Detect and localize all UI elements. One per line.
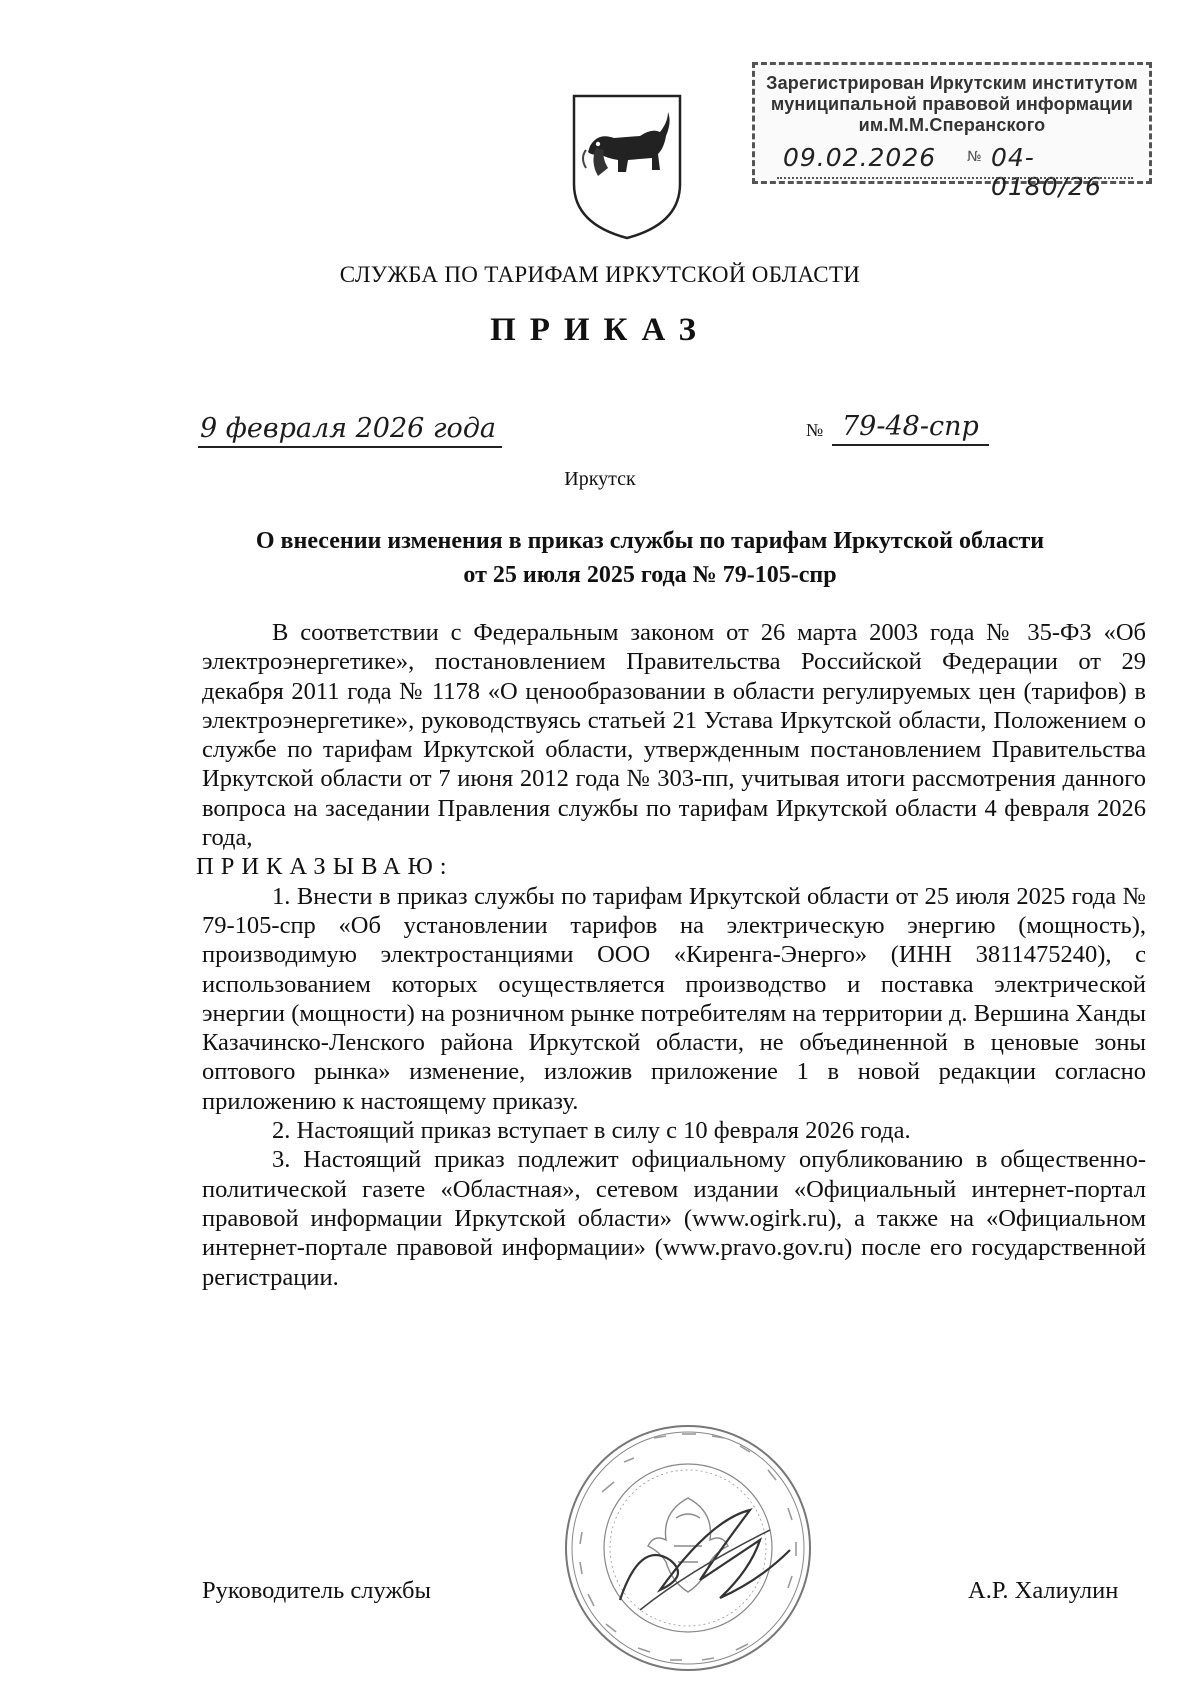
document-date: 9 февраля 2026 года: [198, 412, 502, 448]
registration-stamp: [752, 62, 1152, 201]
item-1-paragraph: 1. Внести в приказ службы по тарифам Иркутской области от 25 июля 2025 года № 79-105-спр «Об установлении тарифов на электрическую энергию (мощность), производимую электростанциями ООО «Киренга-Энерго» (ИНН 3811475240), с использованием которых осуществляется производство и поставка электрической энергии (мощности) на розничном рынке потребителям на территории д. Вершина Ханды Казачинско-Ленского района Иркутской области, не объединенной в ценовые зоны оптового рынка» изменение, изложив приложение 1 в новой редакции согласно приложению к настоящему приказу.: [202, 882, 1146, 1115]
coat-of-arms-icon: [568, 92, 686, 242]
handwritten-signature-icon: [600, 1480, 800, 1630]
registration-stamp-line-1: Зарегистрирован Иркутским институтом: [766, 73, 1138, 93]
registration-number-label: №: [967, 149, 982, 165]
registration-underline: [777, 177, 1133, 179]
document-number-label: №: [806, 420, 824, 440]
registration-stamp-line-2: муниципальной правовой информации: [770, 94, 1134, 114]
title-line-1: О внесении изменения в приказ службы по тарифам Иркутской области: [255, 528, 1045, 554]
city: Иркутск: [564, 468, 636, 490]
order-word: ПРИКАЗЫВАЮ:: [196, 853, 454, 881]
registration-stamp-line-3: им.М.М.Сперанского: [858, 115, 1046, 135]
document-type: ПРИКАЗ: [490, 312, 710, 348]
document-number: 79-48-спр: [832, 410, 989, 446]
document-number-block: [806, 410, 1014, 448]
organization-name: СЛУЖБА ПО ТАРИФАМ ИРКУТСКОЙ ОБЛАСТИ: [339, 262, 861, 287]
title-line-2: от 25 июля 2025 года № 79-105-спр: [463, 562, 837, 588]
registration-handwritten-row: [769, 143, 1139, 201]
item-3-paragraph: 3. Настоящий приказ подлежит официальному опубликованию в общественно-политической газете «Областная», сетевом издании «Официальный интернет-портал правовой информации Иркутской области» (www.ogirk.ru), а также на «Официальном интернет-портале правовой информации» (www.pravo.gov.ru) после его государственной регистрации.: [202, 1146, 1146, 1291]
preamble-paragraph: В соответствии с Федеральным законом от 26 марта 2003 года № 35-ФЗ «Об электроэнергетике», постановлением Правительства Российской Федерации от 29 декабря 2011 года № 1178 «О ценообразовании в области регулируемых цен (тарифов) в электроэнергетике», руководствуясь статьей 21 Устава Иркутской области, Положением о службе по тарифам Иркутской области, утвержденным постановлением Правительства Иркутской области от 7 июня 2012 года № 303-пп, учитывая итоги рассмотрения данного вопроса на заседании Правления службы по тарифам Иркутской области 4 февраля 2026 года,: [202, 619, 1146, 852]
item-2-paragraph: 2. Настоящий приказ вступает в силу с 10 февраля 2026 года.: [272, 1117, 911, 1145]
signatory-role: Руководитель службы: [202, 1577, 431, 1604]
registration-number: 04-0180/26: [991, 143, 1102, 201]
signatory-name: А.Р. Халиулин: [968, 1577, 1119, 1604]
document-title: [150, 524, 1150, 592]
document-body: [196, 618, 1146, 1292]
registration-date: 09.02.2026: [783, 143, 937, 172]
